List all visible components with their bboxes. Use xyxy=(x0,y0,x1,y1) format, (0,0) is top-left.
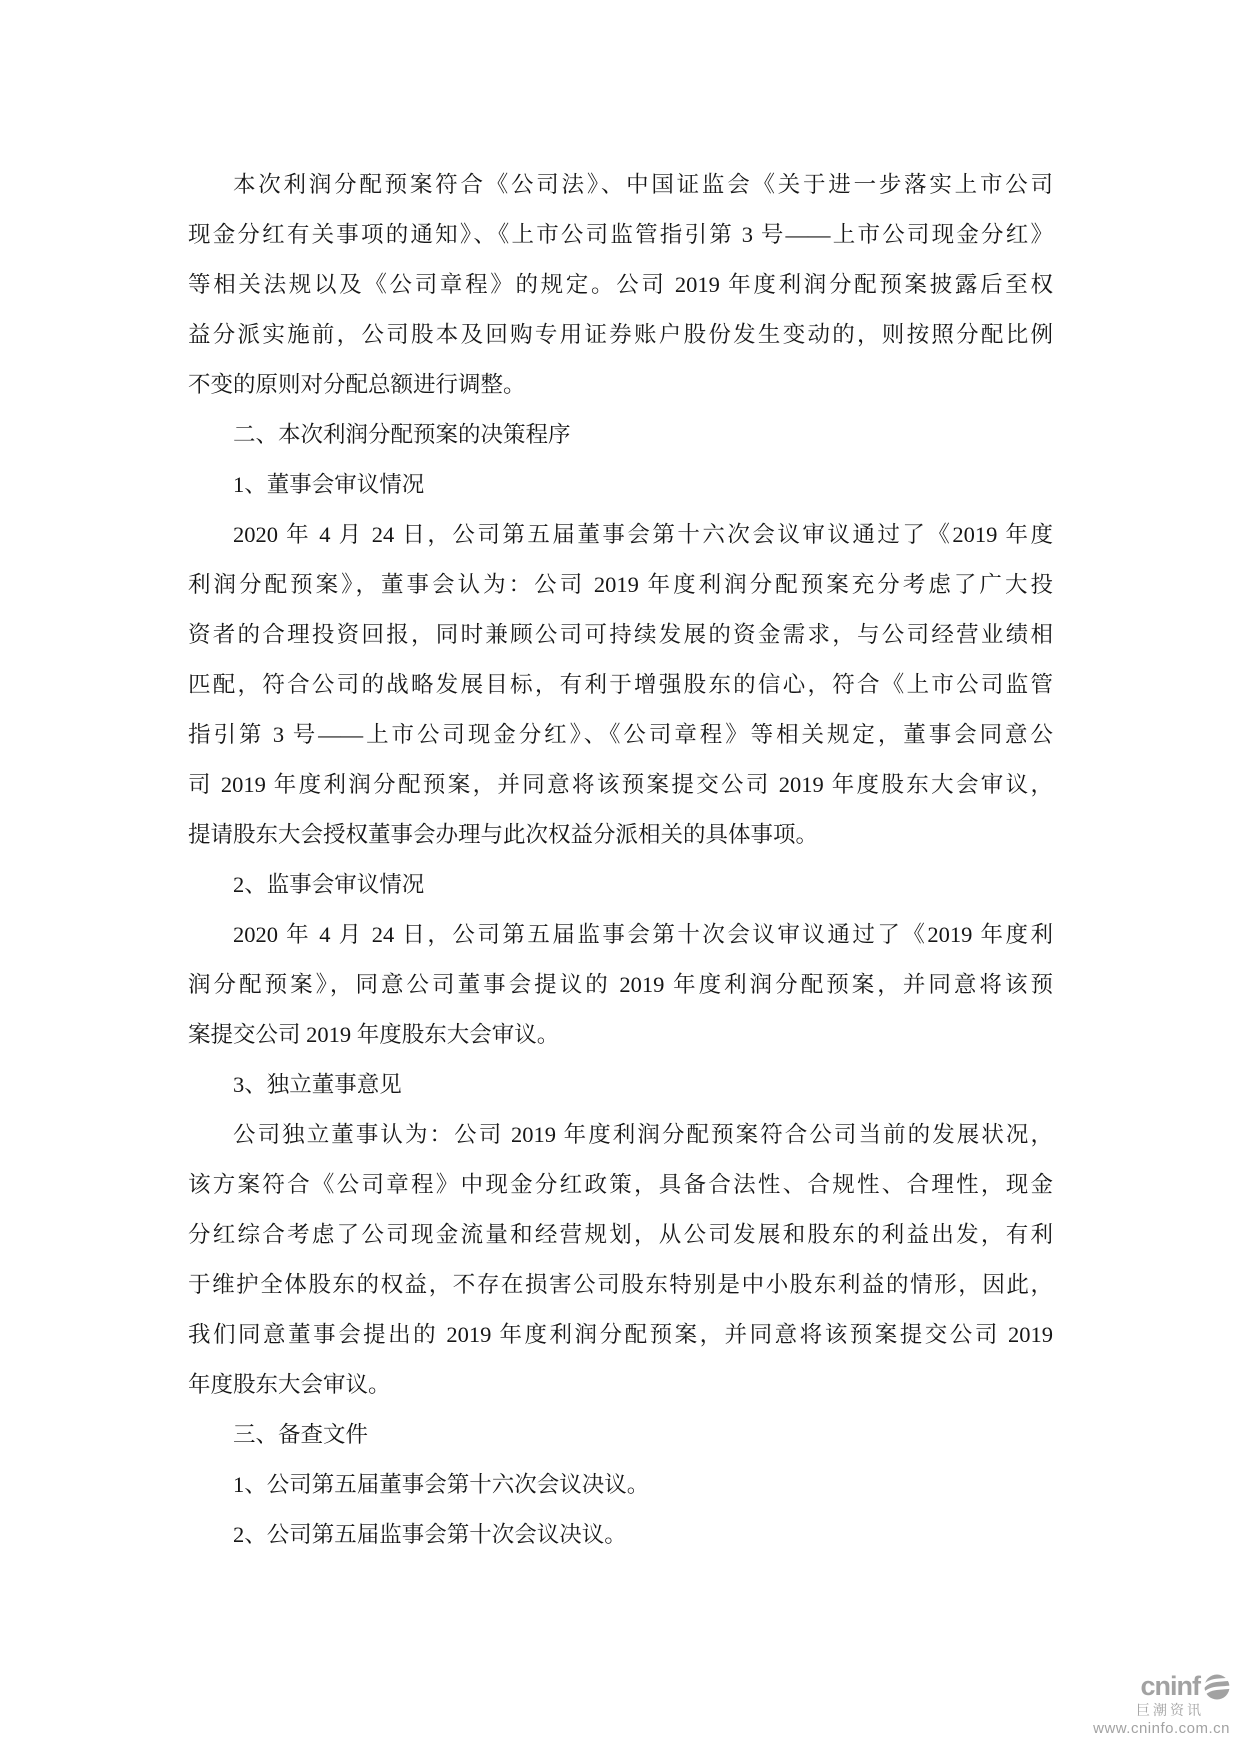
doc-line: 2020 年 4 月 24 日，公司第五届监事会第十次会议审议通过了《2019 年度利 xyxy=(233,922,1053,947)
cninfo-logo-row xyxy=(1093,1673,1230,1700)
doc-line: 分红综合考虑了公司现金流量和经营规划，从公司发展和股东的利益出发，有利 xyxy=(188,1222,1053,1247)
section-heading-2: 二、本次利润分配预案的决策程序 xyxy=(233,422,571,447)
cninfo-site-name: 巨潮资讯 xyxy=(1136,1702,1204,1718)
doc-line: 提请股东大会授权董事会办理与此次权益分派相关的具体事项。 xyxy=(188,822,819,847)
doc-line: 本次利润分配预案符合《公司法》、中国证监会《关于进一步落实上市公司 xyxy=(233,172,1053,197)
doc-line: 润分配预案》，同意公司董事会提议的 2019 年度利润分配预案，并同意将该预 xyxy=(188,972,1053,997)
doc-line: 不变的原则对分配总额进行调整。 xyxy=(188,372,526,397)
document-page xyxy=(188,160,1053,1560)
doc-line: 利润分配预案》，董事会认为：公司 2019 年度利润分配预案充分考虑了广大投 xyxy=(188,572,1053,597)
subsection-heading-1: 1、董事会审议情况 xyxy=(233,472,425,497)
doc-line: 现金分红有关事项的通知》、《上市公司监管指引第 3 号——上市公司现金分红》 xyxy=(188,222,1053,247)
doc-line: 我们同意董事会提出的 2019 年度利润分配预案，并同意将该预案提交公司 2019 xyxy=(188,1322,1053,1347)
doc-line: 2020 年 4 月 24 日，公司第五届董事会第十六次会议审议通过了《2019 年度 xyxy=(233,522,1053,547)
backup-doc-item-2: 2、公司第五届监事会第十次会议决议。 xyxy=(233,1522,627,1547)
doc-line: 指引第 3 号——上市公司现金分红》、《公司章程》等相关规定，董事会同意公 xyxy=(188,722,1053,747)
subsection-heading-2: 2、监事会审议情况 xyxy=(233,872,425,897)
doc-line: 匹配，符合公司的战略发展目标，有利于增强股东的信心，符合《上市公司监管 xyxy=(188,672,1053,697)
section-heading-3: 三、备查文件 xyxy=(233,1422,369,1447)
cninfo-site-url: www.cninfo.com.cn xyxy=(1093,1720,1230,1737)
doc-line: 公司独立董事认为：公司 2019 年度利润分配预案符合公司当前的发展状况， xyxy=(233,1122,1053,1147)
subsection-heading-3: 3、独立董事意见 xyxy=(233,1072,402,1097)
doc-line: 等相关法规以及《公司章程》的规定。公司 2019 年度利润分配预案披露后至权 xyxy=(188,272,1053,297)
doc-line: 益分派实施前，公司股本及回购专用证券账户股份发生变动的，则按照分配比例 xyxy=(188,322,1053,347)
doc-line: 该方案符合《公司章程》中现金分红政策，具备合法性、合规性、合理性，现金 xyxy=(188,1172,1053,1197)
doc-line: 于维护全体股东的权益，不存在损害公司股东特别是中小股东利益的情形，因此， xyxy=(188,1272,1053,1297)
doc-line: 年度股东大会审议。 xyxy=(188,1372,391,1397)
cninfo-watermark xyxy=(1093,1673,1230,1736)
doc-line: 司 2019 年度利润分配预案，并同意将该预案提交公司 2019 年度股东大会审议， xyxy=(188,772,1053,797)
doc-line: 资者的合理投资回报，同时兼顾公司可持续发展的资金需求，与公司经营业绩相 xyxy=(188,622,1053,647)
doc-line: 案提交公司 2019 年度股东大会审议。 xyxy=(188,1022,560,1047)
cninfo-globe-icon xyxy=(1204,1674,1230,1700)
cninfo-wordmark: cninf xyxy=(1140,1671,1200,1701)
backup-doc-item-1: 1、公司第五届董事会第十六次会议决议。 xyxy=(233,1472,650,1497)
